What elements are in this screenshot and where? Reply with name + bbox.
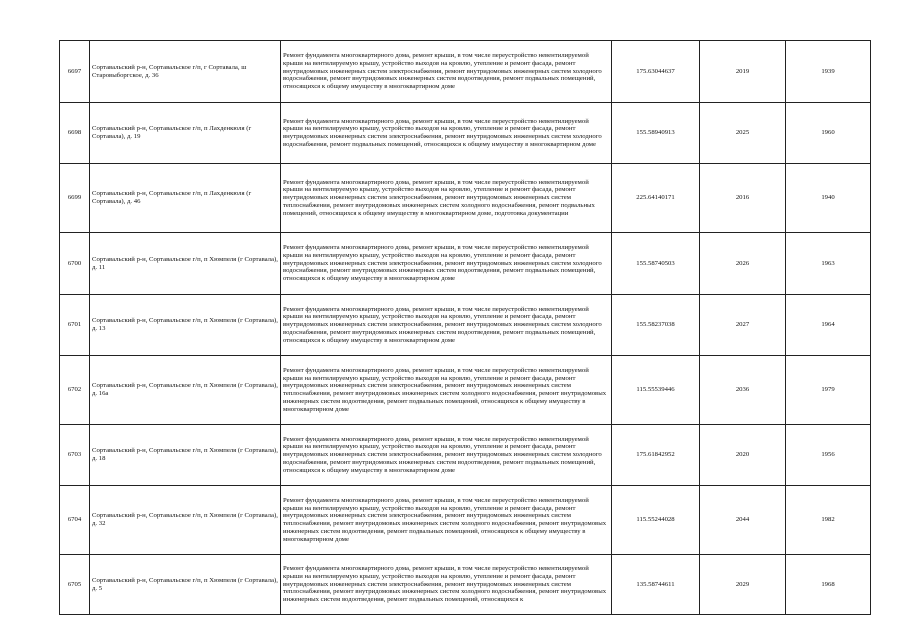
work-cell xyxy=(281,164,612,233)
address-cell: Сортавальский р-н, Сортавальское г/п, п Хюмпеля (г Сортавала), д. 16а xyxy=(90,356,281,425)
table-row xyxy=(60,295,871,356)
work-description: Ремонт фундамента многоквартирного дома, ремонт крыши, в том числе переустройство невентилируемой крыши на вентилируемую крышу, устройство выходов на кровлю, утепление и ремонт фасада, ремонт внутридомовых инженерных систем электроснабжения, ремонт внутридомовых инженерных систем теплоснабжения, ремонт внутридомовых инженерных систем холодного водоснабжения, ремонт подвальных помещений, относящихся к общему имуществу в многоквартирном доме, подготовка документации xyxy=(283,178,595,217)
table-row xyxy=(60,103,871,164)
row-number: 6699 xyxy=(60,164,90,233)
work-description: Ремонт фундамента многоквартирного дома, ремонт крыши, в том числе переустройство невентилируемой крыши на вентилируемую крышу, устройство выходов на кровлю, утепление и ремонт фасада, ремонт внутридомовых инженерных систем электроснабжения, ремонт внутридомовых инженерных систем теплоснабжения, ремонт внутридомовых инженерных систем холодного водоснабжения, ремонт внутридомовых инженерных систем водоотведения, ремонт подвальных помещений, относящихся к общему имуществу в многоквартирном доме xyxy=(283,366,607,413)
work-cell xyxy=(281,41,612,103)
address-cell: Сортавальский р-н, Сортавальское г/п, п Лахденкюля (г Сортавала), д. 19 xyxy=(90,103,281,164)
row-number: 6705 xyxy=(60,555,90,615)
build-year-cell: 1956 xyxy=(786,425,871,486)
work-description: Ремонт фундамента многоквартирного дома, ремонт крыши, в том числе переустройство невентилируемой крыши на вентилируемую крышу, устройство выходов на кровлю, утепление и ремонт фасада, ремонт внутридомовых инженерных систем электроснабжения, ремонт внутридомовых инженерных систем холодного водоснабжения, ремонт внутридомовых инженерных систем водоотведения, ремонт подвальных помещений, относящихся к общему имуществу в многоквартирном доме xyxy=(283,244,602,283)
build-year-cell: 1979 xyxy=(786,356,871,425)
area-cell: 155.58940913 xyxy=(612,103,700,164)
work-cell xyxy=(281,425,612,486)
area-cell: 155.58740503 xyxy=(612,233,700,295)
address-cell: Сортавальский р-н, Сортавальское г/п, п Хюмпеля (г Сортавала), д. 18 xyxy=(90,425,281,486)
table-row xyxy=(60,425,871,486)
work-description: Ремонт фундамента многоквартирного дома, ремонт крыши, в том числе переустройство невентилируемой крыши на вентилируемую крышу, устройство выходов на кровлю, утепление и ремонт фасада, ремонт внутридомовых инженерных систем электроснабжения, ремонт внутридомовых инженерных систем холодного водоснабжения, ремонт внутридомовых инженерных систем водоотведения, ремонт подвальных помещений, относящихся к общему имуществу в многоквартирном доме xyxy=(283,435,602,474)
address-cell: Сортавальский р-н, Сортавальское г/п, г Сортавала, ш Старовыборгское, д. 36 xyxy=(90,41,281,103)
build-year-cell: 1940 xyxy=(786,164,871,233)
repair-year-cell: 2016 xyxy=(700,164,786,233)
table-row xyxy=(60,233,871,295)
work-cell xyxy=(281,356,612,425)
build-year-cell: 1963 xyxy=(786,233,871,295)
row-number: 6703 xyxy=(60,425,90,486)
area-cell: 225.64140171 xyxy=(612,164,700,233)
repair-year-cell: 2020 xyxy=(700,425,786,486)
row-number: 6704 xyxy=(60,486,90,555)
row-number: 6701 xyxy=(60,295,90,356)
table-row xyxy=(60,555,871,615)
area-cell: 135.58744611 xyxy=(612,555,700,615)
build-year-cell: 1939 xyxy=(786,41,871,103)
work-description: Ремонт фундамента многоквартирного дома, ремонт крыши, в том числе переустройство невентилируемой крыши на вентилируемую крышу, устройство выходов на кровлю, утепление и ремонт фасада, ремонт внутридомовых инженерных систем электроснабжения, ремонт внутридомовых инженерных систем холодного водоснабжения, ремонт внутридомовых инженерных систем водоотведения, ремонт подвальных помещений, относящихся к общему имуществу в многоквартирном доме xyxy=(283,305,602,344)
work-description: Ремонт фундамента многоквартирного дома, ремонт крыши, в том числе переустройство невентилируемой крыши на вентилируемую крышу, устройство выходов на кровлю, утепление и ремонт фасада, ремонт внутридомовых инженерных систем электроснабжения, ремонт внутридомовых инженерных систем теплоснабжения, ремонт внутридомовых инженерных систем холодного водоснабжения, ремонт внутридомовых инженерных систем водоотведения, ремонт подвальных помещений, относящихся к общему имуществу в многоквартирном доме xyxy=(283,496,607,543)
build-year-cell: 1964 xyxy=(786,295,871,356)
work-description: Ремонт фундамента многоквартирного дома, ремонт крыши, в том числе переустройство невентилируемой крыши на вентилируемую крышу, устройство выходов на кровлю, утепление и ремонт фасада, ремонт внутридомовых инженерных систем электроснабжения, ремонт внутридомовых инженерных систем холодного водоснабжения, ремонт внутридомовых инженерных систем водоотведения, ремонт подвальных помещений, относящихся к общему имуществу в многоквартирном доме xyxy=(283,52,602,91)
build-year-cell: 1968 xyxy=(786,555,871,615)
work-cell xyxy=(281,555,612,615)
repair-year-cell: 2027 xyxy=(700,295,786,356)
repair-year-cell: 2025 xyxy=(700,103,786,164)
registry-table xyxy=(59,40,871,615)
area-cell: 155.58237038 xyxy=(612,295,700,356)
address-cell: Сортавальский р-н, Сортавальское г/п, п Лахденкюля (г Сортавала), д. 46 xyxy=(90,164,281,233)
build-year-cell: 1960 xyxy=(786,103,871,164)
address-cell: Сортавальский р-н, Сортавальское г/п, п Хюмпеля (г Сортавала), д. 32 xyxy=(90,486,281,555)
area-cell: 115.55244028 xyxy=(612,486,700,555)
repair-year-cell: 2036 xyxy=(700,356,786,425)
area-cell: 175.61842952 xyxy=(612,425,700,486)
repair-year-cell: 2019 xyxy=(700,41,786,103)
work-cell xyxy=(281,233,612,295)
work-cell xyxy=(281,486,612,555)
address-cell: Сортавальский р-н, Сортавальское г/п, п Хюмпеля (г Сортавала), д. 11 xyxy=(90,233,281,295)
table-row xyxy=(60,356,871,425)
table-row xyxy=(60,164,871,233)
table-row xyxy=(60,486,871,555)
repair-year-cell: 2044 xyxy=(700,486,786,555)
work-description: Ремонт фундамента многоквартирного дома, ремонт крыши, в том числе переустройство невентилируемой крыши на вентилируемую крышу, устройство выходов на кровлю, утепление и ремонт фасада, ремонт внутридомовых инженерных систем электроснабжения, ремонт внутридомовых инженерных систем холодного водоснабжения, ремонт подвальных помещений, относящихся к общему имуществу в многоквартирном доме xyxy=(283,117,602,148)
address-cell: Сортавальский р-н, Сортавальское г/п, п Хюмпеля (г Сортавала), д. 5 xyxy=(90,555,281,615)
row-number: 6700 xyxy=(60,233,90,295)
work-cell xyxy=(281,103,612,164)
work-cell xyxy=(281,295,612,356)
row-number: 6697 xyxy=(60,41,90,103)
row-number: 6702 xyxy=(60,356,90,425)
table-row xyxy=(60,41,871,103)
repair-year-cell: 2026 xyxy=(700,233,786,295)
repair-year-cell: 2029 xyxy=(700,555,786,615)
build-year-cell: 1982 xyxy=(786,486,871,555)
row-number: 6698 xyxy=(60,103,90,164)
address-cell: Сортавальский р-н, Сортавальское г/п, п Хюмпеля (г Сортавала), д. 13 xyxy=(90,295,281,356)
area-cell: 175.63044637 xyxy=(612,41,700,103)
work-description: Ремонт фундамента многоквартирного дома, ремонт крыши, в том числе переустройство невентилируемой крыши на вентилируемую крышу, устройство выходов на кровлю, утепление и ремонт фасада, ремонт внутридомовых инженерных систем электроснабжения, ремонт внутридомовых инженерных систем теплоснабжения, ремонт внутридомовых инженерных систем холодного водоснабжения, ремонт внутридомовых инженерных систем водоотведения, ремонт подвальных помещений, относящихся к xyxy=(283,565,607,604)
area-cell: 115.55539446 xyxy=(612,356,700,425)
